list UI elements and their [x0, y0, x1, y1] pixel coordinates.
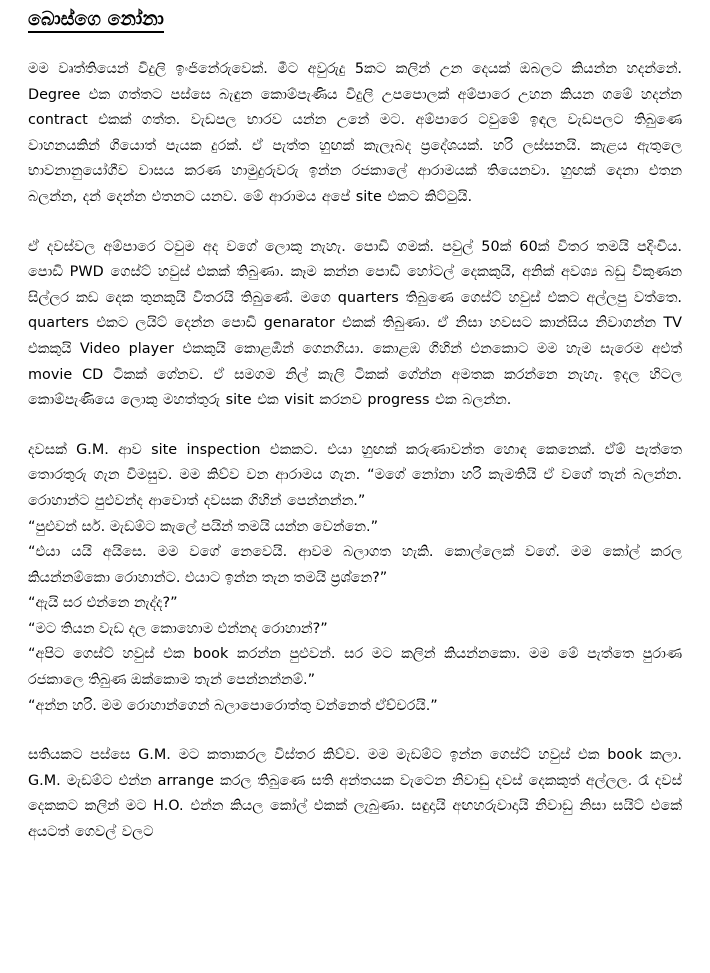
- dialog-line: “අපිට ගෙස්ට් හවුස් එක book කරන්න පුළුවන්. සර මට කලින් කියන්නකො. මම මේ පැත්තෙ පුරාණ රජකාලෙ තිබුණ ඔක්කොම තැන් පෙන්නන්නම්.”: [28, 646, 682, 689]
- dialog-line: “එයා යයි අයිසෙ. මම වගේ නෙවෙයි. ආවම බලාගත හැකි. කොල්ලෙක් වගේ. මම කෝල් කරල කියන්නම්කො රොහාන්ට. එයාට ඉන්න තැන තමයි ප්‍රශ්නෙ?”: [28, 544, 682, 586]
- dialog-line: “අන්න හරි. මම රොහාන්ගෙන් බලාපොරොත්තු වන්නෙත් ඒච්චරයි.”: [28, 697, 438, 714]
- dialog-line: “පුළුවන් සර්. මැඩම්ට කැලේ පයින් තමයි යන්න වෙන්නෙ.”: [28, 518, 379, 535]
- dialog-line: “මට තියන වැඩ දල කොහොම එන්නද රොහාන්?”: [28, 620, 328, 637]
- dialog-block: [28, 515, 682, 720]
- page-title: බොස්ගෙ නෝනා: [28, 8, 164, 33]
- paragraph-gm-visit: දවසක් G.M. ආව site inspection එකකට. එයා හුඟක් කරුණාවන්ත හොඳ කෙනෙක්. ඒම් පැත්තෙ තොරතුරු ගැන විමසුව. මම කිව්ව වන ආරාමය ගැන. “මගේ නෝනා හරි කැමතියි ඒ වගේ තැන් බලන්න. රොහාන්ට පුළුවන්ද ආවොත් දවසක ගිහින් පෙන්නන්න.”: [28, 441, 682, 509]
- dialog-line: “ඇයි සර එන්නෙ නැද්ද?”: [28, 595, 178, 612]
- paragraph-intro: මම වෘත්තියෙන් විදුලි ඉංජිනේරුවෙක්. මීට අවුරුදු 5කට කලින් උන දෙයක් ඔබලට කියන්න හදන්නේ. Degree එක ගත්තට පස්සෙ බැඳුන කොම්පැණිය විදුලි උපපොලක් අම්පාරෙ උහන කියන ගමේ හදන්න contract එකක් ගත්ත. වැඩපල භාරව යන්න උනේ මට. අම්පාරෙ ටවුමේ ඉඳල වැඩපලට තිබුණෙ වාහනයකින් ගියොත් පැයක දුරක්. ඒ පැත්ත හුඟක් කැලෑබද ප්‍රදේශයක්. හරි ලස්සනයි. කැළය ඇතුලෙ භාවනානුයෝගීව වාසය කරණ හාමුදුරුවරු ඉන්න රජකාලේ ආරාමයක් තියෙනවා. හුඟක් දෙනා එතන බලන්න, දන් දෙන්න එතනට යනව. මේ ආරාමය අපේ site එකට කිට්ටුයි.: [28, 61, 682, 205]
- paragraph-town: ඒ දවස්වල අම්පාරෙ ටවුම අද වගේ ලොකු නැහැ. පොඩි ගමක්. පවුල් 50ක් 60ක් විතර තමයි පදිංචිය. පොඩි PWD ගෙස්ට් හවුස් එකක් තිබුණා. කෑම කන්න පොඩි හෝටල් දෙකකුයි, අනික් අවශ්‍ය බඩු විකුණන සිල්ලර කඩ දෙක තුනකුයි විතරයි තිබුණේ. මගෙ quarters තිබුණෙ ගෙස්ට් හවුස් එකට අල්ලපු වත්තෙ. quarters එකට ලයිට් දෙන්න පොඩි genarator එකක් තිබුණා. ඒ නිසා හවසට කාන්සිය නිවාගන්න TV එකකුයි Video player එකකුයි කොළඹින් ගෙනගියා. කොළඹ ගිහින් එනකොට මම හැම සැරෙම අළුත් movie CD ටිකක් ගේනව. ඒ සමගම නිල් කැලි ටිකක් ගේන්න අමතක කරන්නෙ නැහැ. ඉදල හිටල කොම්පැණියෙ ලොකු මහත්තුරු site එක visit කරනව progress එක බලන්න.: [28, 238, 682, 409]
- paragraph-closing: සතියකට පස්සෙ G.M. මට කතාකරල විස්තර කිව්ව. මම මැඩම්ට ඉන්න ගෙස්ට් හවුස් එක book කලා. G.M. මැඩම්ට එන්න arrange කරල තිබුණෙ සති අන්තයක වැටෙන නිවාඩු දවස් දෙකකුත් අල්ලල. රෑ දවස් දෙකකට කලින් මට H.O. එන්න කියල කෝල් එකක් ලැබුණා. සඳුදායි අඟහරුවාදායි නිවාඩු නිසා සයිට් එකේ අයටත් ගෙවල් වලට: [28, 747, 682, 841]
